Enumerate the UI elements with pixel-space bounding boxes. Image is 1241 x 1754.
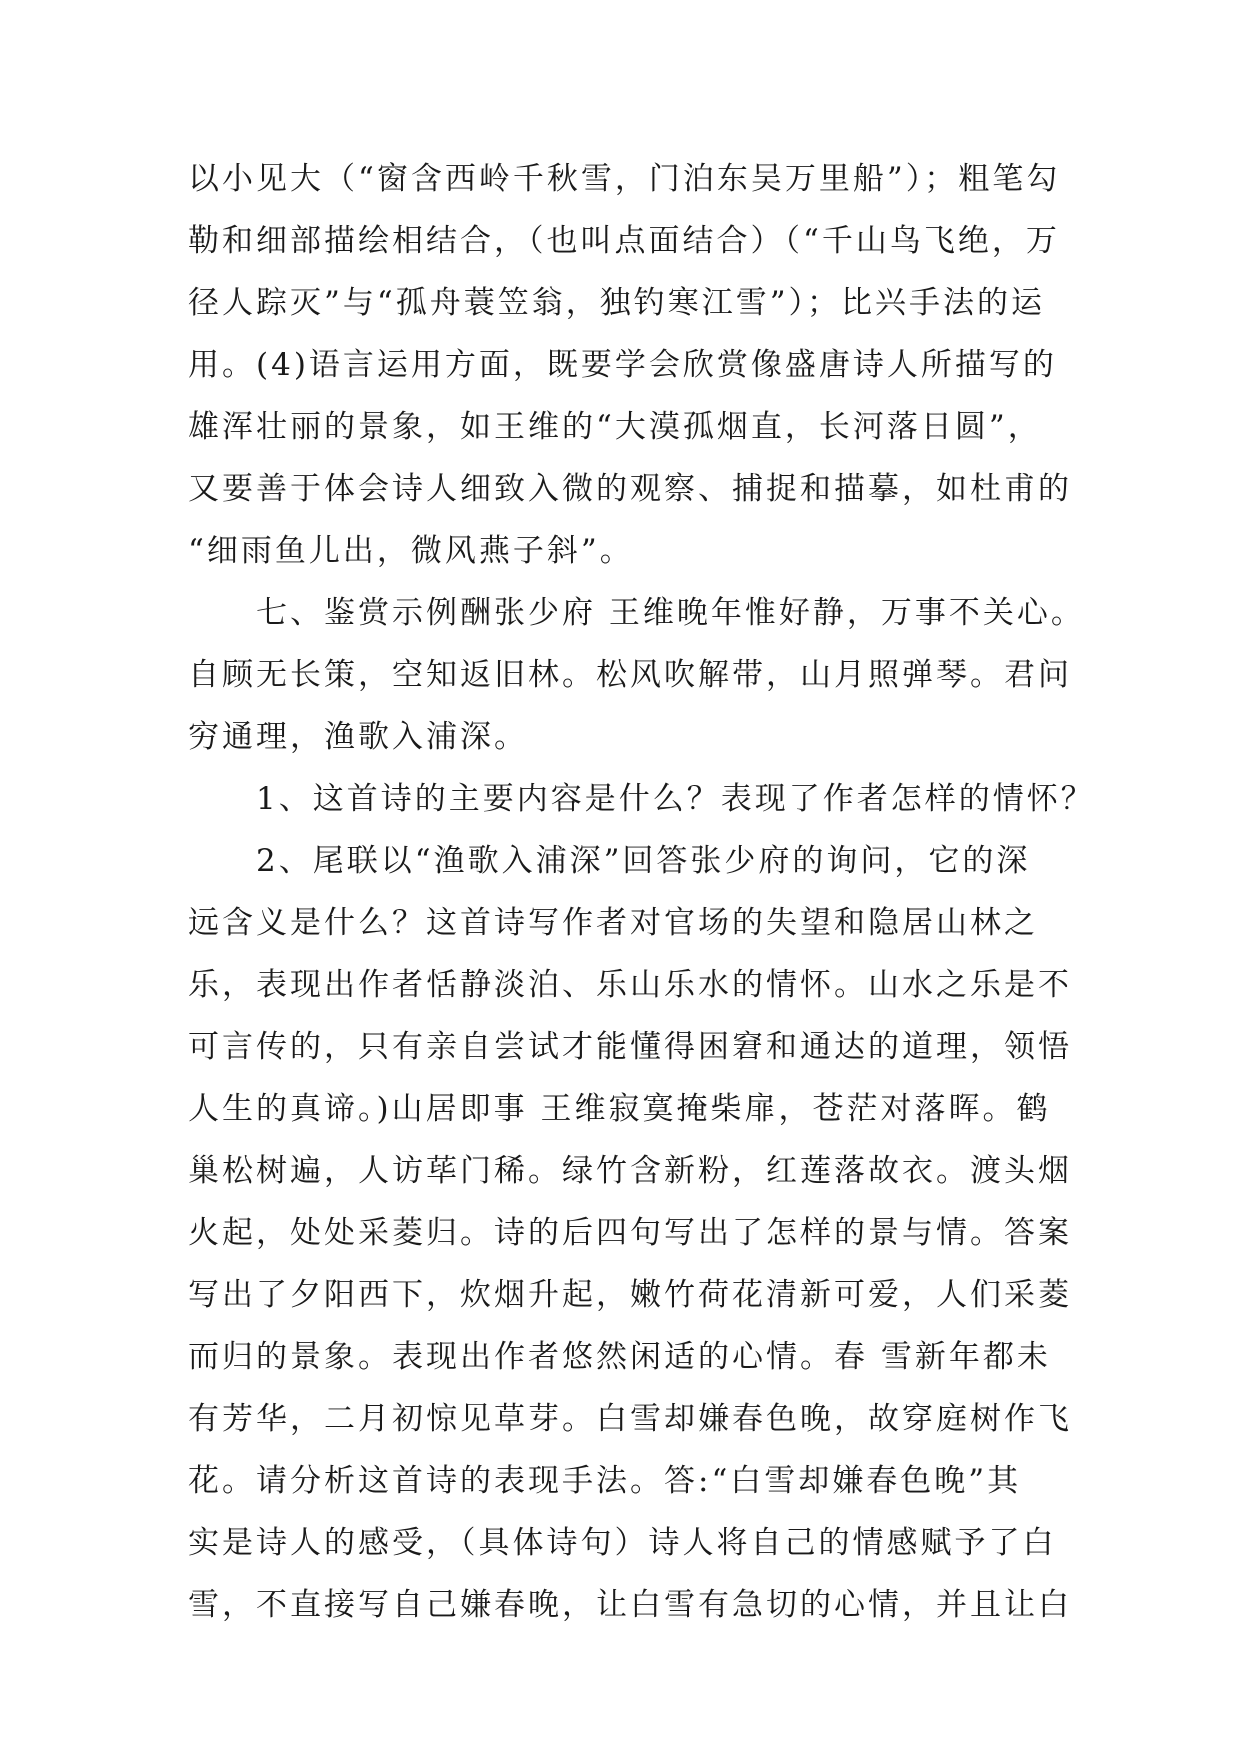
text-line-17: 巢松树遍，人访荜门稀。绿竹含新粉，红莲落故衣。渡头烟	[188, 1153, 1072, 1189]
text-line-10: 穷通理，渔歌入浦深。	[188, 719, 528, 755]
text-line-24: 雪，不直接写自己嫌春晚，让白雪有急切的心情，并且让白	[188, 1587, 1072, 1623]
text-line-19: 写出了夕阳西下，炊烟升起，嫩竹荷花清新可爱，人们采菱	[188, 1277, 1072, 1313]
text-line-13: 远含义是什么？这首诗写作者对官场的失望和隐居山林之	[188, 905, 1038, 941]
text-line-8: 七、鉴赏示例酬张少府 王维晚年惟好静，万事不关心。	[188, 595, 1085, 631]
text-line-6: 又要善于体会诗人细致入微的观察、捕捉和描摹，如杜甫的	[188, 471, 1072, 507]
text-line-18: 火起，处处采菱归。诗的后四句写出了怎样的景与情。答案	[188, 1215, 1072, 1251]
text-line-3: 径人踪灭”与“孤舟蓑笠翁，独钓寒江雪”）；比兴手法的运	[188, 285, 1046, 321]
text-line-5: 雄浑壮丽的景象，如王维的“大漠孤烟直，长河落日圆”，	[188, 409, 1042, 445]
text-line-1: 以小见大（“窗含西岭千秋雪，门泊东吴万里船”）；粗笔勾	[188, 161, 1061, 197]
text-line-12: 2、尾联以“渔歌入浦深”回答张少府的询问，它的深	[188, 843, 1031, 879]
text-line-16: 人生的真谛。)山居即事 王维寂寞掩柴扉，苍茫对落晖。鹤	[188, 1091, 1051, 1127]
text-line-23: 实是诗人的感受，（具体诗句）诗人将自己的情感赋予了白	[188, 1525, 1057, 1561]
text-line-14: 乐，表现出作者恬静淡泊、乐山乐水的情怀。山水之乐是不	[188, 967, 1072, 1003]
text-line-21: 有芳华，二月初惊见草芽。白雪却嫌春色晚，故穿庭树作飞	[188, 1401, 1072, 1437]
text-line-20: 而归的景象。表现出作者悠然闲适的心情。春 雪新年都未	[188, 1339, 1051, 1375]
text-line-15: 可言传的，只有亲自尝试才能懂得困窘和通达的道理，领悟	[188, 1029, 1072, 1065]
body-text	[188, 148, 1095, 1636]
text-line-11: 1、这首诗的主要内容是什么？表现了作者怎样的情怀？	[188, 781, 1095, 817]
text-line-22: 花。请分析这首诗的表现手法。答:“白雪却嫌春色晚”其	[188, 1463, 1022, 1499]
text-line-9: 自顾无长策，空知返旧林。松风吹解带，山月照弹琴。君问	[188, 657, 1072, 693]
text-line-4: 用。(4)语言运用方面，既要学会欣赏像盛唐诗人所描写的	[188, 347, 1057, 383]
text-line-2: 勒和细部描绘相结合，（也叫点面结合）（“千山鸟飞绝，万	[188, 223, 1060, 259]
text-line-7: “细雨鱼儿出，微风燕子斜”。	[188, 533, 634, 569]
